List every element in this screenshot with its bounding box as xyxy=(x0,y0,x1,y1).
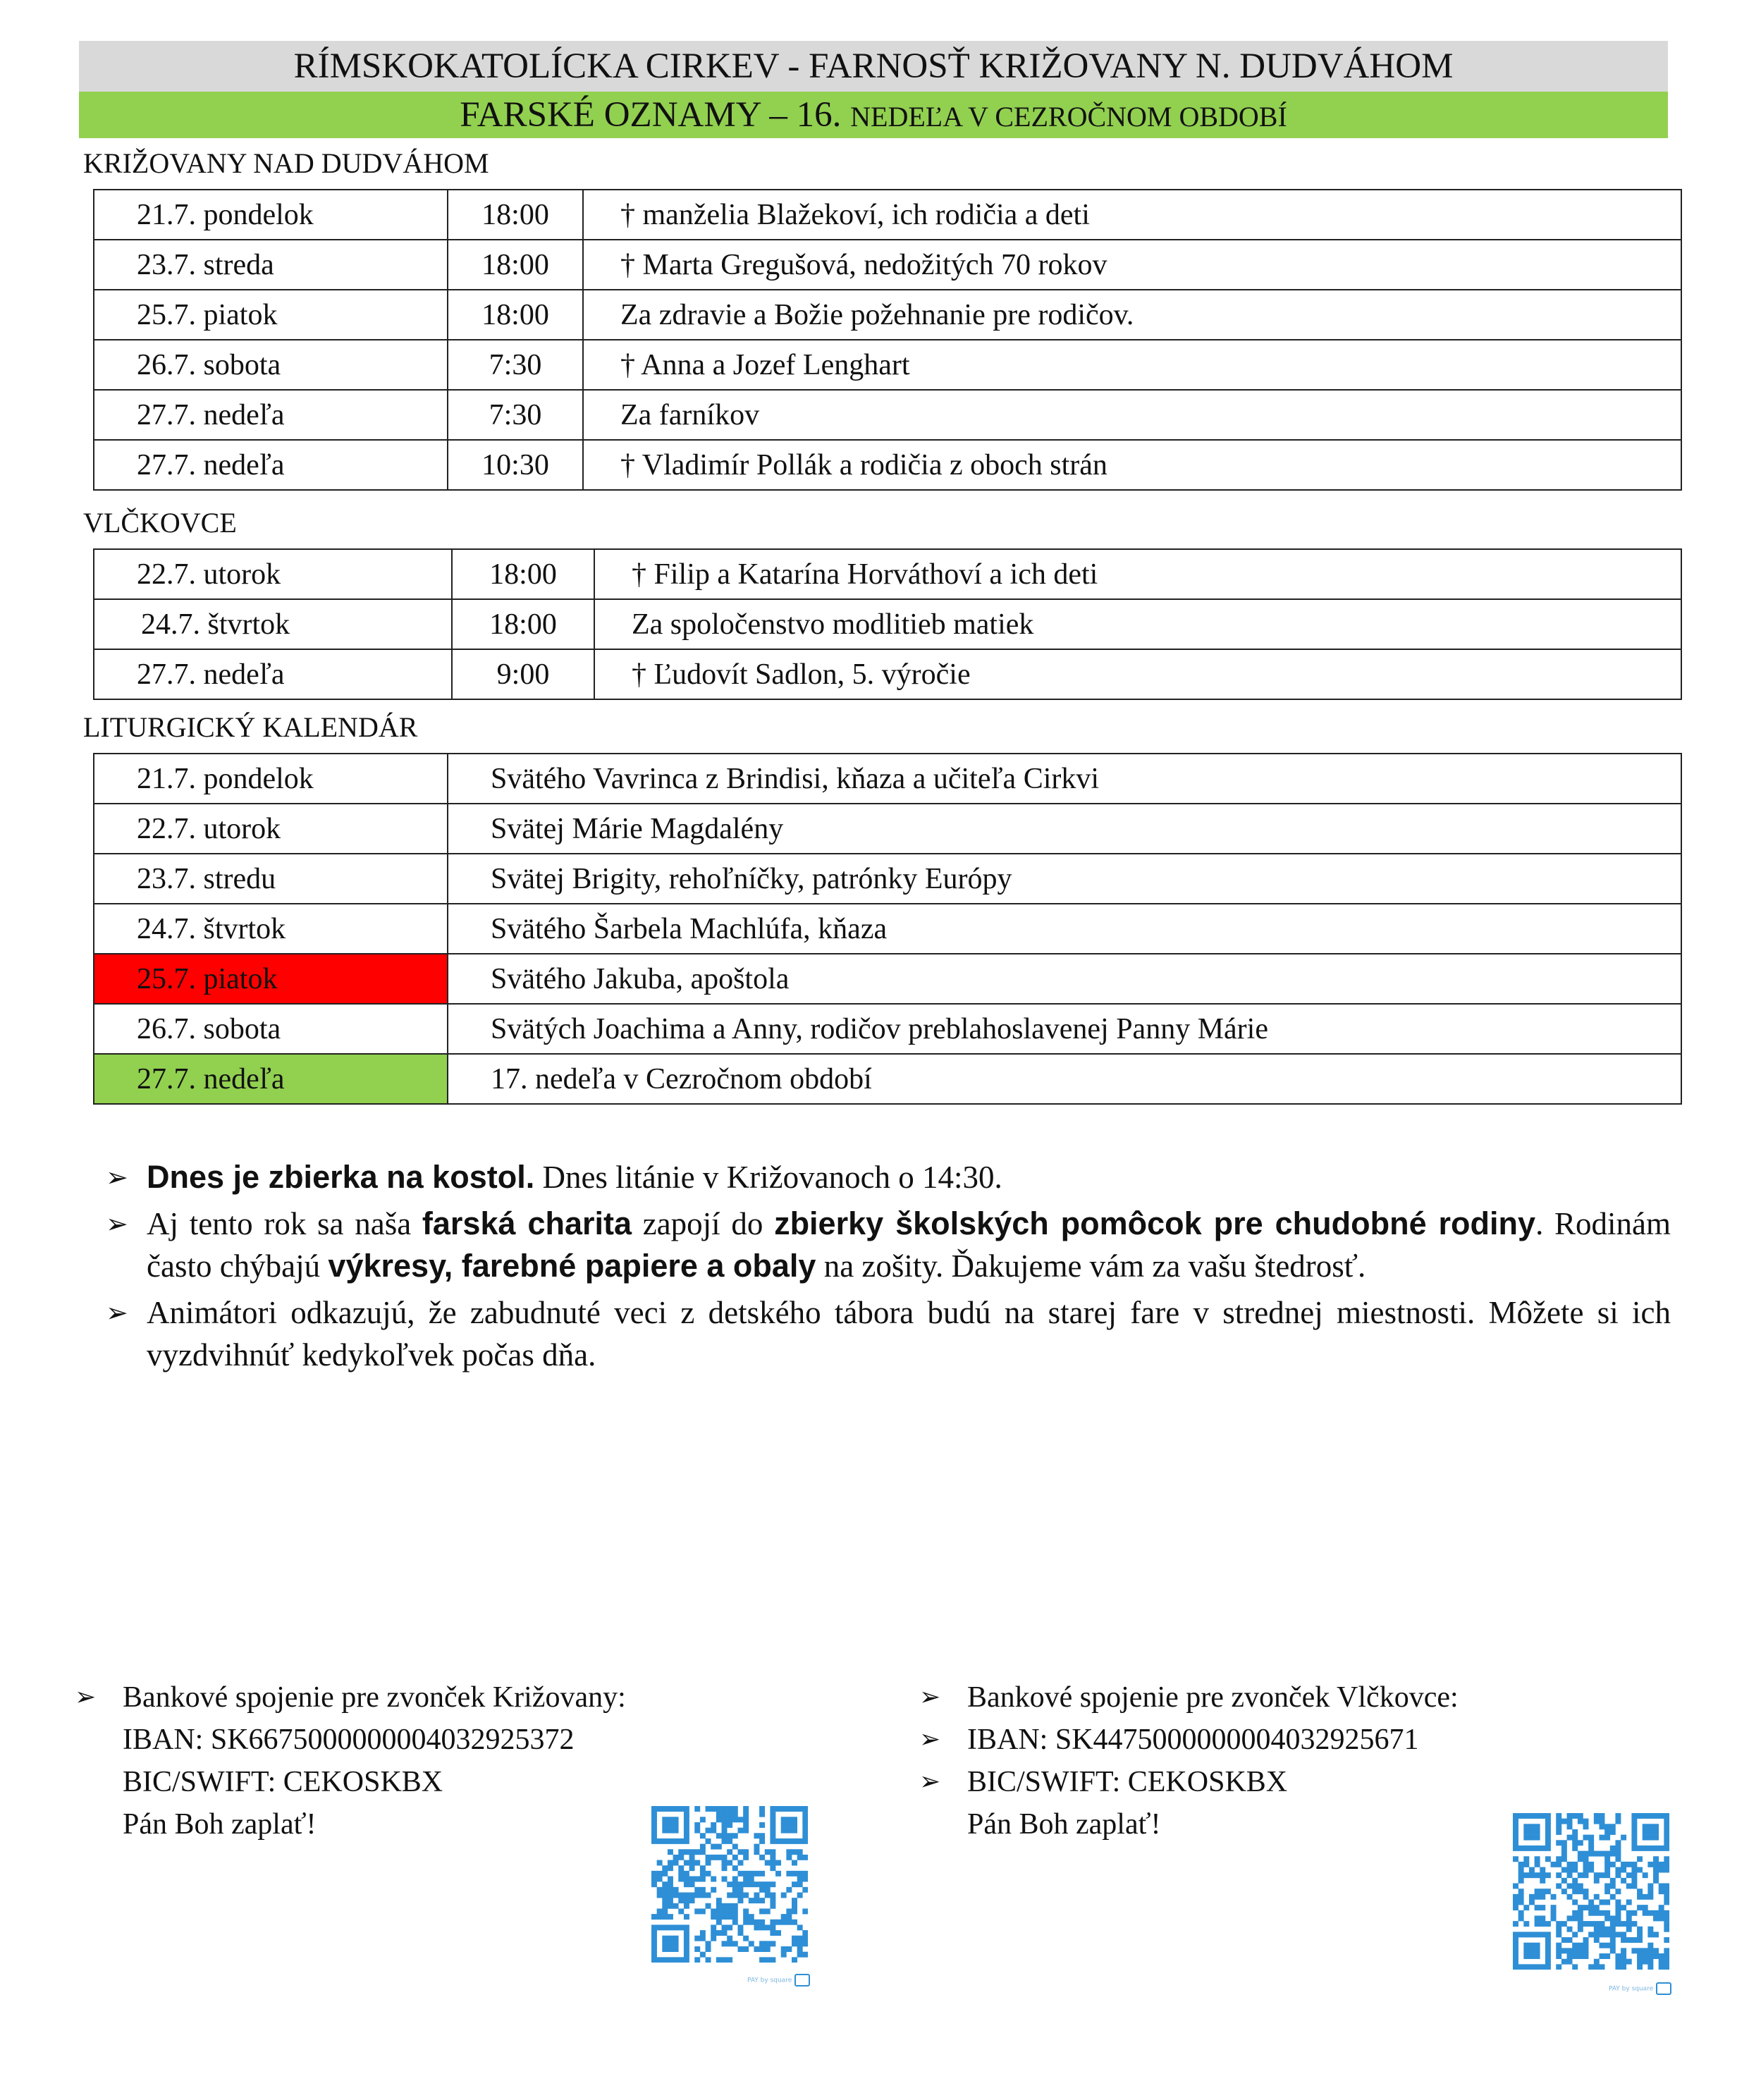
announcement-bold: Dnes je zbierka na kostol. xyxy=(147,1159,535,1195)
arrow-bullet-icon: ➢ xyxy=(75,1683,97,1712)
table-row xyxy=(94,440,1681,490)
header-subtitle-main: FARSKÉ OZNAMY – 16. xyxy=(460,95,842,135)
table-row xyxy=(94,1004,1681,1054)
bank-iban: IBAN: SK6675000000004032925372 xyxy=(123,1724,575,1756)
table-row xyxy=(94,240,1681,290)
table-row xyxy=(94,390,1681,440)
announcement-text: Aj tento rok sa naša xyxy=(147,1206,422,1241)
announcement-item xyxy=(106,1156,1671,1198)
liturgical-calendar-table xyxy=(93,753,1682,1105)
bank-iban xyxy=(919,1719,1459,1761)
day-cell: 26.7. sobota xyxy=(94,340,448,390)
table-row xyxy=(94,854,1681,904)
table-row xyxy=(94,290,1681,340)
table-row xyxy=(94,549,1681,599)
announcement-bold: zbierky školských pomôcok pre chudobné rodiny xyxy=(774,1205,1536,1241)
day-cell: 24.7. štvrtok xyxy=(94,599,452,649)
time-cell: 18:00 xyxy=(448,290,583,340)
announcement-text: zapojí do xyxy=(632,1206,775,1241)
time-cell: 10:30 xyxy=(448,440,583,490)
table-row xyxy=(94,190,1681,240)
bank-bic: BIC/SWIFT: CEKOSKBX xyxy=(123,1766,443,1798)
day-cell: 22.7. utorok xyxy=(94,549,452,599)
day-cell: 21.7. pondelok xyxy=(94,754,448,804)
table-row xyxy=(94,754,1681,804)
intention-cell: † Filip a Katarína Horváthoví a ich deti xyxy=(594,549,1681,599)
arrow-bullet-icon: ➢ xyxy=(106,1162,128,1193)
day-cell-highlighted-green: 27.7. nedeľa xyxy=(94,1054,448,1104)
table-row xyxy=(94,599,1681,649)
time-cell: 18:00 xyxy=(448,240,583,290)
intention-cell: † manželia Blažekoví, ich rodičia a deti xyxy=(583,190,1681,240)
intention-cell: † Vladimír Pollák a rodičia z oboch strán xyxy=(583,440,1681,490)
announcement-text: na zošity. Ďakujeme vám za vašu štedrosť. xyxy=(816,1248,1366,1284)
header-subtitle-small: NEDEĽA V CEZROČNOM OBDOBÍ xyxy=(850,101,1287,133)
pay-logo-text: PAY by square xyxy=(747,1977,792,1984)
intention-cell: † Anna a Jozef Lenghart xyxy=(583,340,1681,390)
bank-title xyxy=(75,1676,626,1719)
table-row xyxy=(94,1054,1681,1104)
section-title-vlckovce: VLČKOVCE xyxy=(83,507,237,539)
header-title: RÍMSKOKATOLÍCKA CIRKEV - FARNOSŤ KRIŽOVANY N. DUDVÁHOM xyxy=(79,41,1668,92)
bank-title-text: Bankové spojenie pre zvonček Križovany: xyxy=(123,1681,626,1714)
day-cell: 27.7. nedeľa xyxy=(94,390,448,440)
bank-info-krizovany xyxy=(75,1676,626,1846)
table-row xyxy=(94,340,1681,390)
announcement-item xyxy=(106,1203,1671,1287)
day-cell-highlighted-red: 25.7. piatok xyxy=(94,954,448,1004)
qr-code-icon xyxy=(1513,1813,1669,1970)
time-cell: 18:00 xyxy=(452,549,594,599)
time-cell: 9:00 xyxy=(452,649,594,699)
announcement-bold: výkresy, farebné papiere a obaly xyxy=(328,1248,816,1284)
intention-cell: Za zdravie a Božie požehnanie pre rodičov. xyxy=(583,290,1681,340)
mass-table-vlckovce xyxy=(93,548,1682,700)
time-cell: 7:30 xyxy=(448,390,583,440)
day-cell: 23.7. streda xyxy=(94,240,448,290)
pay-logo-text: PAY by square xyxy=(1609,1985,1654,1993)
day-cell: 27.7. nedeľa xyxy=(94,649,452,699)
bank-bic-text: BIC/SWIFT: CEKOSKBX xyxy=(967,1766,1288,1798)
bank-title xyxy=(919,1676,1459,1719)
section-title-krizovany: KRIŽOVANY NAD DUDVÁHOM xyxy=(83,147,489,179)
mass-table-krizovany xyxy=(93,189,1682,491)
arrow-bullet-icon: ➢ xyxy=(919,1725,941,1754)
intention-cell: † Ľudovít Sadlon, 5. výročie xyxy=(594,649,1681,699)
pay-by-square-logo xyxy=(747,1974,810,1987)
feast-cell: Svätej Márie Magdalény xyxy=(448,804,1681,854)
bank-bic xyxy=(919,1761,1459,1803)
bank-thanks: Pán Boh zaplať! xyxy=(123,1808,317,1841)
section-title-calendar: LITURGICKÝ KALENDÁR xyxy=(83,711,418,743)
announcement-text: . Rodinám často chýbajú xyxy=(147,1206,1671,1284)
day-cell: 21.7. pondelok xyxy=(94,190,448,240)
time-cell: 18:00 xyxy=(448,190,583,240)
arrow-bullet-icon: ➢ xyxy=(919,1767,941,1796)
table-row xyxy=(94,649,1681,699)
time-cell: 7:30 xyxy=(448,340,583,390)
feast-cell: Svätého Jakuba, apoštola xyxy=(448,954,1681,1004)
bank-title-text: Bankové spojenie pre zvonček Vlčkovce: xyxy=(967,1681,1459,1714)
time-cell: 18:00 xyxy=(452,599,594,649)
feast-cell: Svätého Vavrinca z Brindisi, kňaza a učiteľa Cirkvi xyxy=(448,754,1681,804)
table-row xyxy=(94,954,1681,1004)
header-subtitle xyxy=(79,92,1668,138)
feast-cell: Svätého Šarbela Machlúfa, kňaza xyxy=(448,904,1681,954)
bank-thanks: Pán Boh zaplať! xyxy=(967,1808,1161,1841)
feast-cell: 17. nedeľa v Cezročnom období xyxy=(448,1054,1681,1104)
bank-info-vlckovce xyxy=(919,1676,1459,1846)
day-cell: 23.7. stredu xyxy=(94,854,448,904)
arrow-bullet-icon: ➢ xyxy=(919,1683,941,1712)
intention-cell: † Marta Gregušová, nedožitých 70 rokov xyxy=(583,240,1681,290)
announcement-bold: farská charita xyxy=(422,1205,632,1241)
day-cell: 25.7. piatok xyxy=(94,290,448,340)
arrow-bullet-icon: ➢ xyxy=(106,1297,128,1328)
table-row xyxy=(94,904,1681,954)
arrow-bullet-icon: ➢ xyxy=(106,1208,128,1239)
day-cell: 24.7. štvrtok xyxy=(94,904,448,954)
bank-iban-text: IBAN: SK4475000000004032925671 xyxy=(967,1724,1419,1756)
intention-cell: Za farníkov xyxy=(583,390,1681,440)
day-cell: 22.7. utorok xyxy=(94,804,448,854)
intention-cell: Za spoločenstvo modlitieb matiek xyxy=(594,599,1681,649)
table-row xyxy=(94,804,1681,854)
announcement-text: Animátori odkazujú, že zabudnuté veci z detského tábora budú na starej fare v strednej miestnosti. Môžete si ich vyzdvihnúť kedykoľvek počas dňa. xyxy=(147,1295,1671,1373)
announcement-item xyxy=(106,1291,1671,1376)
day-cell: 27.7. nedeľa xyxy=(94,440,448,490)
day-cell: 26.7. sobota xyxy=(94,1004,448,1054)
announcements xyxy=(106,1156,1671,1380)
feast-cell: Svätej Brigity, rehoľníčky, patrónky Európy xyxy=(448,854,1681,904)
feast-cell: Svätých Joachima a Anny, rodičov preblahoslavenej Panny Márie xyxy=(448,1004,1681,1054)
pay-by-square-logo xyxy=(1609,1982,1671,1995)
qr-code-icon xyxy=(651,1806,808,1963)
announcement-text: Dnes litánie v Križovanoch o 14:30. xyxy=(534,1160,1002,1195)
